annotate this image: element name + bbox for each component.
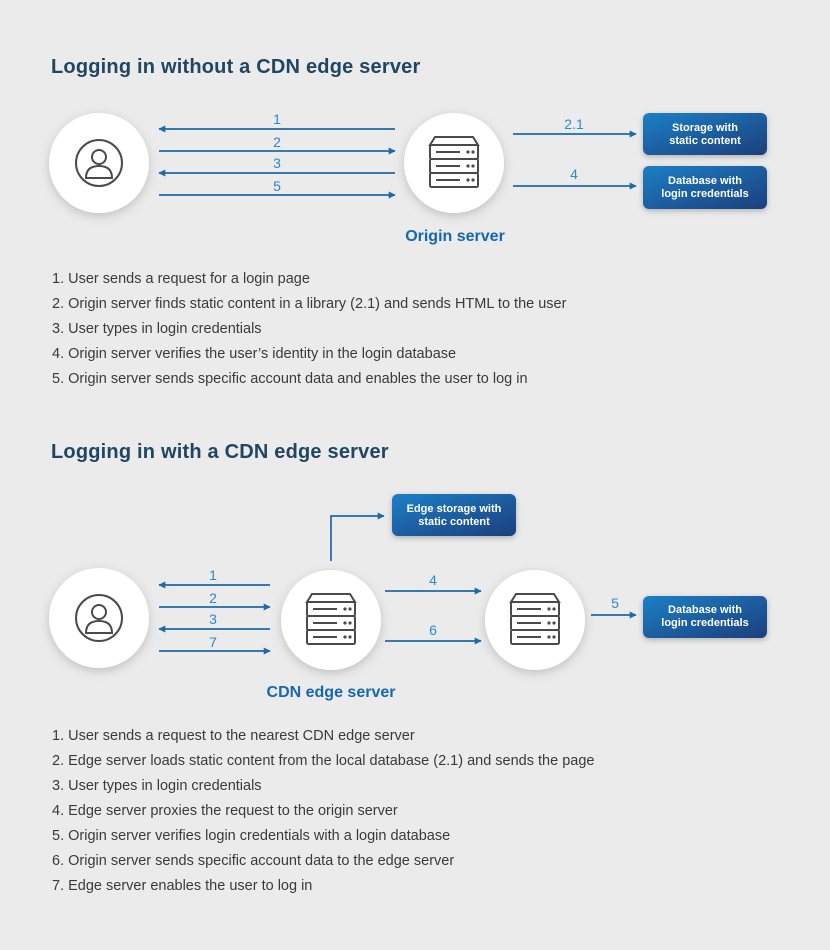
arrow-label: 2.1: [564, 116, 584, 132]
arrow-label: 1: [273, 111, 281, 127]
list-item: 6. Origin server sends specific account data to the edge server: [52, 853, 455, 869]
edge-storage-box-line2: static content: [418, 516, 490, 528]
storage-box-line1: Storage with: [671, 122, 739, 134]
list-item: 1. User sends a request for a login page: [52, 271, 310, 287]
arrow-edge-storage: [331, 516, 384, 561]
list-item: 5. Origin server verifies login credentials with a login database: [52, 828, 451, 844]
arrow-label: 6: [429, 622, 437, 638]
arrow-label: 3: [209, 611, 217, 627]
arrow-label: 7: [209, 634, 217, 650]
list-item: 2. Origin server finds static content in a library (2.1) and sends HTML to the user: [52, 296, 567, 312]
list-item: 3. User types in login credentials: [52, 778, 262, 794]
list-item: 7. Edge server enables the user to log in: [52, 878, 313, 894]
database-box-line1: Database with: [668, 604, 742, 616]
database-box-line2: login credentials: [661, 617, 749, 629]
arrow-label: 3: [273, 155, 281, 171]
cdn-edge-server-label: CDN edge server: [266, 684, 396, 701]
section1-steps: [52, 267, 566, 392]
arrow-label: 4: [570, 166, 578, 182]
database-box-line1: Database with: [668, 175, 742, 187]
arrow-label: 2: [273, 134, 281, 150]
arrow-label: 2: [209, 590, 217, 606]
edge-storage-box: [392, 494, 516, 536]
arrow-label: 5: [273, 178, 281, 194]
list-item: 4. Origin server verifies the user’s identity in the login database: [52, 346, 457, 362]
section2-title: Logging in with a CDN edge server: [51, 441, 389, 463]
list-item: 5. Origin server sends specific account data and enables the user to log in: [52, 371, 528, 387]
list-item: 1. User sends a request to the nearest CDN edge server: [52, 728, 415, 744]
list-item: 2. Edge server loads static content from the local database (2.1) and sends the page: [52, 753, 595, 769]
origin-server-node-2: [485, 570, 585, 670]
storage-box: [643, 113, 767, 155]
section2-steps: [52, 724, 594, 899]
origin-server-label: Origin server: [405, 228, 505, 245]
origin-server-node: [404, 113, 504, 213]
cdn-edge-server-node: [281, 570, 381, 670]
arrow-label: 1: [209, 567, 217, 583]
list-item: 3. User types in login credentials: [52, 321, 262, 337]
database-box-line2: login credentials: [661, 188, 749, 200]
section1-title: Logging in without a CDN edge server: [51, 56, 421, 78]
edge-storage-box-line1: Edge storage with: [406, 503, 502, 515]
arrow-label: 4: [429, 572, 437, 588]
arrow-label: 5: [611, 595, 619, 611]
list-item: 4. Edge server proxies the request to the origin server: [52, 803, 398, 819]
storage-box-line2: static content: [669, 135, 741, 147]
